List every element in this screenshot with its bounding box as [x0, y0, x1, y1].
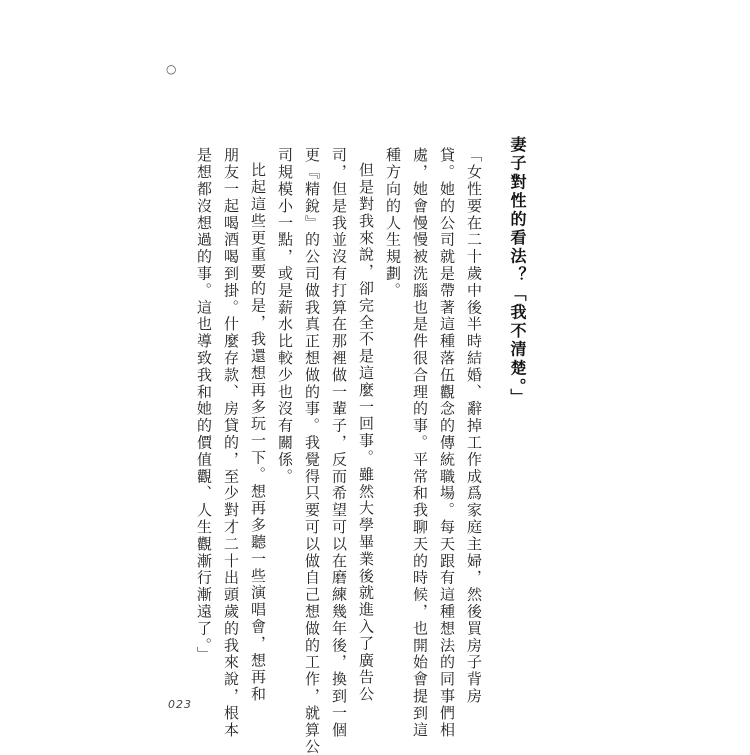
- text-column-4: 種方向的人生規劃。: [384, 147, 402, 300]
- text-column-5: 但是對我來說，卻完全不是這麼一回事。雖然大學畢業後就進入了廣告公: [357, 162, 375, 703]
- text-column-6: 司，但是我並沒有打算在那裡做一輩子，反而希望可以在磨練幾年後，換到一個: [330, 147, 348, 739]
- text-column-11: 是想都沒想過的事。這也導致我和她的價值觀、人生觀漸行漸遠了。」: [195, 147, 213, 664]
- section-title: 妻子對性的看法？「我不清楚。」: [508, 136, 527, 407]
- text-column-7: 更『精銳』的公司做我真正想做的事。我覺得只要可以做自己想做的工作，就算公: [303, 147, 321, 755]
- text-column-10: 朋友一起喝酒喝到掛。什麼存款、房貸的，至少對才二十出頭歲的我來說，根本: [222, 147, 240, 739]
- text-column-8: 司規模小一點，或是薪水比較少也沒有關係。: [276, 147, 294, 485]
- text-column-1: 「女性要在二十歲中後半時結婚、辭掉工作成爲家庭主婦，然後買房子背房: [465, 147, 483, 705]
- text-column-2: 貸。她的公司就是帶著這種落伍觀念的傳統職場。每天跟有這種想法的同事們相: [438, 147, 456, 739]
- page-number: 023: [168, 698, 192, 711]
- text-column-9: 比起這些更重要的是，我還想再多玩一下。想再多聽一些演唱會，想再和: [249, 162, 267, 703]
- text-column-3: 處，她會慢慢被洗腦也是件很合理的事。平常和我聊天的時候，也開始會提到這: [411, 147, 429, 739]
- circle-marker-icon: ○: [166, 62, 177, 76]
